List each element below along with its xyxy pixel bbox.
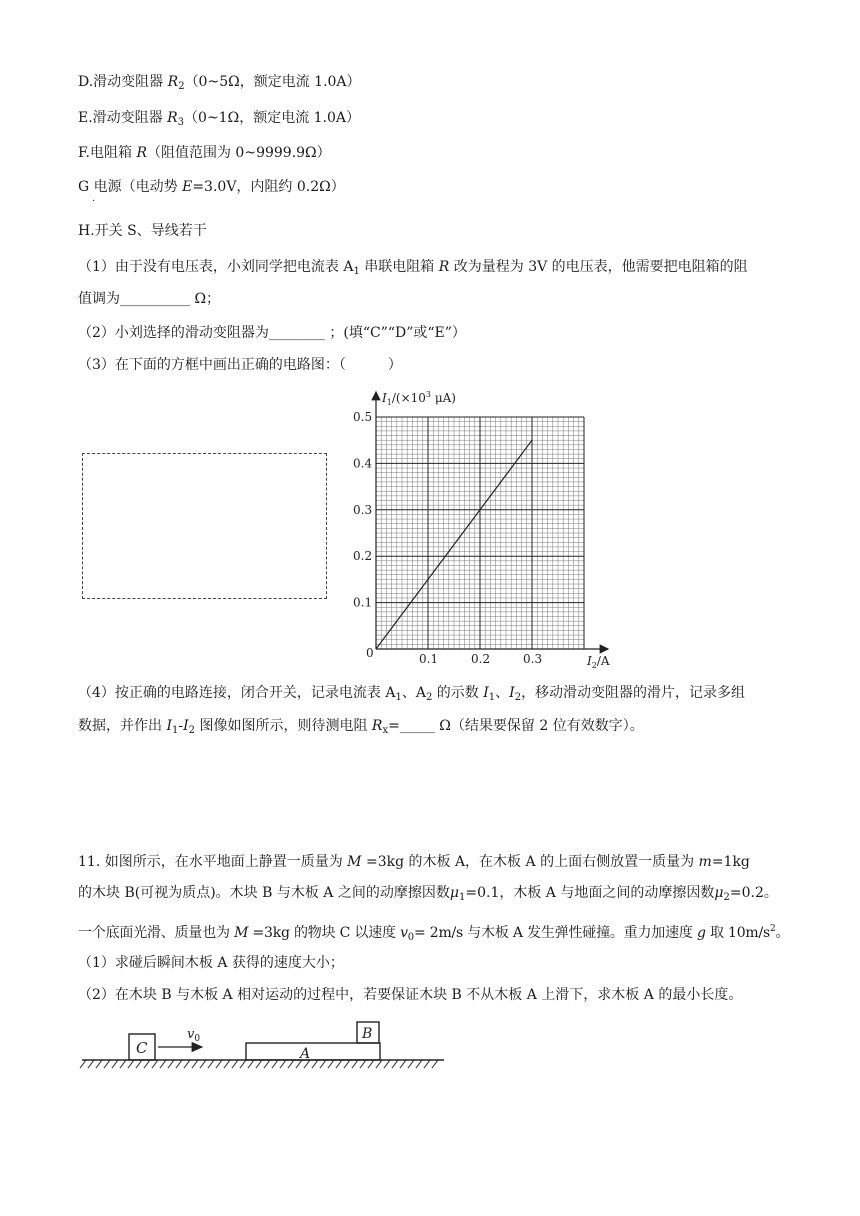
hatch-stroke xyxy=(112,1060,118,1068)
hatch-stroke xyxy=(288,1060,294,1068)
y-tick-label: 0.2 xyxy=(353,549,373,564)
hatch-stroke xyxy=(280,1060,286,1068)
q11-line1: 11. 如图所示，在水平地面上静置一质量为 M =3kg 的木板 A，在木板 A 的上面右侧放置一质量为 m=1kg xyxy=(78,854,750,870)
hatch-stroke xyxy=(256,1060,262,1068)
hatch-stroke xyxy=(192,1060,198,1068)
q10-part4-line1: （4）按正确的电路连接，闭合开关，记录电流表 $A_1$、$A_2$ 的示数 $I_1$、$I_2$，移动滑动变阻器的滑片，记录多组 xyxy=(78,685,746,703)
q10-part1-line1: （1）由于没有电压表，小刘同学把电流表 $A_1$ 串联电阻箱 R 改为量程为 3V 的电压表，他需要把电阻箱的阻 xyxy=(78,259,748,277)
board-a-label: A xyxy=(300,1046,311,1062)
q11-part1: （1）求碰后瞬间木板 A 获得的速度大小； xyxy=(78,955,344,971)
option-f: F.电阻箱 R（阻值范围为 0~9999.9Ω） xyxy=(78,145,331,161)
hatch-stroke xyxy=(368,1060,374,1068)
hatch-stroke xyxy=(360,1060,366,1068)
blocks-on-ground-figure xyxy=(78,1018,448,1072)
option-e: E.滑动变阻器 $R_3(0\sim 1\Omega$，额定电流 1.0A） xyxy=(78,110,361,128)
y-tick-label: 0.1 xyxy=(353,595,373,610)
ground-hatching xyxy=(80,1060,438,1068)
hatch-stroke xyxy=(224,1060,230,1068)
hatch-stroke xyxy=(216,1060,222,1068)
y-axis-label: $I_1/(\times 10^3$ μA) xyxy=(382,390,456,407)
i1-i2-graph xyxy=(350,388,620,670)
option-h: H.开关 S、导线若干 xyxy=(78,223,207,239)
q10-part3: （3）在下面的方框中画出正确的电路图：（ ） xyxy=(78,357,402,373)
hatch-stroke xyxy=(96,1060,102,1068)
hatch-stroke xyxy=(264,1060,270,1068)
hatch-stroke xyxy=(400,1060,406,1068)
hatch-stroke xyxy=(208,1060,214,1068)
stray-dot: · xyxy=(92,196,96,207)
hatch-stroke xyxy=(272,1060,278,1068)
hatch-stroke xyxy=(136,1060,142,1068)
hatch-stroke xyxy=(232,1060,238,1068)
block-b-label: B xyxy=(362,1026,373,1042)
origin-label: 0 xyxy=(366,646,374,660)
hatch-stroke xyxy=(376,1060,382,1068)
hatch-stroke xyxy=(320,1060,326,1068)
q10-part1-line2: 值调为__________ Ω； xyxy=(78,291,221,307)
hatch-stroke xyxy=(152,1060,158,1068)
y-tick-label: 0.5 xyxy=(353,410,373,424)
hatch-stroke xyxy=(328,1060,334,1068)
x-tick-label: 0.3 xyxy=(523,652,543,666)
block-c-label: C xyxy=(136,1039,148,1057)
hatch-stroke xyxy=(424,1060,430,1068)
x-tick-label: 0.2 xyxy=(471,652,491,666)
hatch-stroke xyxy=(432,1060,438,1068)
q11-line3: 一个底面光滑、质量也为 M =3kg 的物块 C 以速度 $v_0= 2m/s$ 与木板 A 发生弹性碰撞。重力加速度 g 取 $10m/s^2$。 xyxy=(78,924,790,943)
q11-line2: 的木块 B(可视为质点)。木块 B 与木板 A 之间的动摩擦因数$\mu_1=0.1$，木板 A 与地面之间的动摩擦因数$\mu_2=0.2$。 xyxy=(78,885,778,903)
y-tick-label: 0.4 xyxy=(353,456,373,471)
hatch-stroke xyxy=(416,1060,422,1068)
hatch-stroke xyxy=(128,1060,134,1068)
x-axis-label: $I_2/A$ xyxy=(587,654,610,670)
circuit-drawing-box xyxy=(82,453,327,599)
q10-part4-line2: 数据，并作出 $I_1-I_2$ 图像如图所示，则待测电阻 $R_x=\_\_\_\_\_$ Ω（结果要保留 2 位有效数字）。 xyxy=(78,718,644,736)
hatch-stroke xyxy=(168,1060,174,1068)
hatch-stroke xyxy=(240,1060,246,1068)
option-d: D.滑动变阻器 $R_2(0\sim 5\Omega$，额定电流 1.0A） xyxy=(78,74,361,92)
hatch-stroke xyxy=(80,1060,86,1068)
hatch-stroke xyxy=(336,1060,342,1068)
hatch-stroke xyxy=(184,1060,190,1068)
hatch-stroke xyxy=(312,1060,318,1068)
option-g: G 电源（电动势 E=3.0V，内阻约 0.2Ω） xyxy=(78,179,345,195)
hatch-stroke xyxy=(104,1060,110,1068)
q10-part2: （2）小刘选择的滑动变阻器为________ ；(填“C”“D”或“E”） xyxy=(78,325,466,341)
x-tick-label: 0.1 xyxy=(419,652,439,666)
board-a xyxy=(246,1043,380,1060)
hatch-stroke xyxy=(352,1060,358,1068)
q11-part2: （2）在木块 B 与木板 A 相对运动的过程中，若要保证木块 B 不从木板 A 上滑下，求木板 A 的最小长度。 xyxy=(78,987,743,1003)
hatch-stroke xyxy=(176,1060,182,1068)
hatch-stroke xyxy=(160,1060,166,1068)
hatch-stroke xyxy=(200,1060,206,1068)
hatch-stroke xyxy=(88,1060,94,1068)
hatch-stroke xyxy=(392,1060,398,1068)
hatch-stroke xyxy=(248,1060,254,1068)
hatch-stroke xyxy=(144,1060,150,1068)
hatch-stroke xyxy=(384,1060,390,1068)
hatch-stroke xyxy=(120,1060,126,1068)
hatch-stroke xyxy=(408,1060,414,1068)
velocity-label: $v_0$ xyxy=(187,1027,201,1044)
hatch-stroke xyxy=(344,1060,350,1068)
y-tick-label: 0.3 xyxy=(353,502,373,517)
